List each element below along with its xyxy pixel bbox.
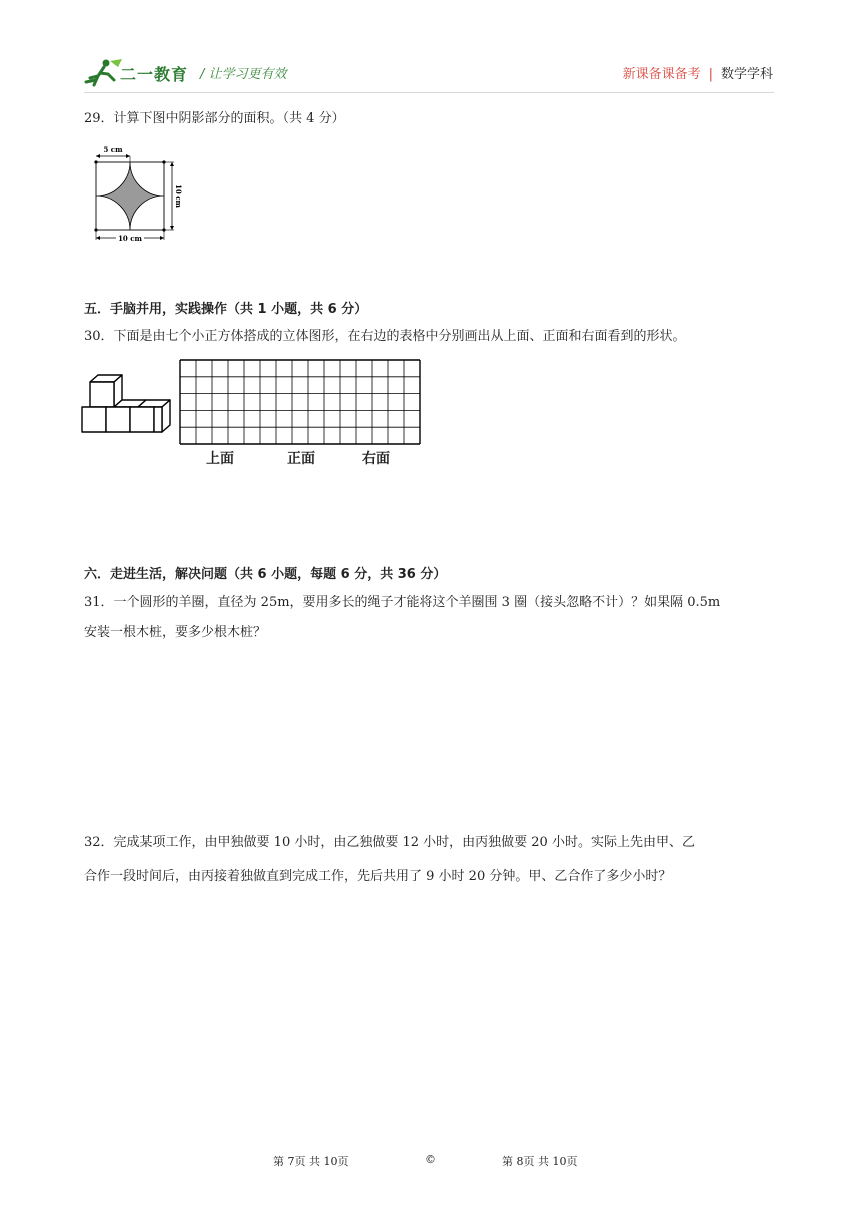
grid-label-front-view: 正面 bbox=[287, 451, 315, 467]
section-5-title: 五．手脑并用，实践操作（共 1 小题，共 6 分） bbox=[84, 302, 368, 317]
question-29-text: 29．计算下图中阴影部分的面积。（共 4 分） bbox=[84, 111, 345, 126]
slogan: / 让学习更有效 bbox=[200, 67, 287, 82]
header-separator: | bbox=[708, 67, 713, 82]
grid-label-right-view: 右面 bbox=[362, 451, 390, 467]
q29-shaded-figure bbox=[88, 142, 183, 246]
dim-bottom-label: 10 cm bbox=[118, 234, 142, 243]
question-32-line2: 合作一段时间后，由丙接着独做直到完成工作，先后共用了 9 小时 20 分钟。甲、乙合作了多少小时？ bbox=[84, 869, 672, 884]
header-subject: 数学学科 bbox=[720, 67, 773, 82]
question-31-line1: 31．一个圆形的羊圈，直径为 25m，要用多长的绳子才能将这个羊圈围 3 圈（接头忽略不计）？如果隔 0.5m bbox=[84, 595, 721, 610]
dim-top-arrow-left bbox=[96, 154, 100, 158]
drawing-grid[interactable] bbox=[178, 358, 422, 446]
cube-stack-figure bbox=[80, 370, 172, 442]
question-30-text: 30．下面是由七个小正方体搭成的立体图形，在右边的表格中分别画出从上面、正面和右面看到的形状。 bbox=[84, 329, 686, 344]
footer-page-left: 第 7页 共 10页 bbox=[273, 1155, 349, 1168]
logo-runner-icon bbox=[84, 58, 124, 88]
section-6-title: 六．走进生活，解决问题（共 6 小题，每题 6 分，共 36 分） bbox=[84, 567, 447, 582]
dim-right-label: 10 cm bbox=[174, 184, 183, 208]
footer-copyright: © bbox=[425, 1153, 436, 1166]
header-right-title: 新课备课备考 bbox=[622, 67, 701, 82]
header-right bbox=[623, 63, 773, 82]
footer-page-right: 第 8页 共 10页 bbox=[502, 1155, 578, 1168]
question-31-line2: 安装一根木桩，要多少根木桩？ bbox=[84, 625, 267, 640]
dim-top-arrow-right bbox=[126, 154, 130, 158]
header-divider bbox=[84, 92, 774, 93]
shaded-region bbox=[96, 162, 164, 230]
grid-label-top-view: 上面 bbox=[206, 451, 234, 467]
question-32-line1: 32．完成某项工作，由甲独做要 10 小时，由乙独做要 12 小时，由丙独做要 20 小时。实际上先由甲、乙 bbox=[84, 835, 695, 850]
dim-top-label: 5 cm bbox=[103, 145, 123, 154]
brand-name: 二一教育 bbox=[120, 65, 189, 84]
